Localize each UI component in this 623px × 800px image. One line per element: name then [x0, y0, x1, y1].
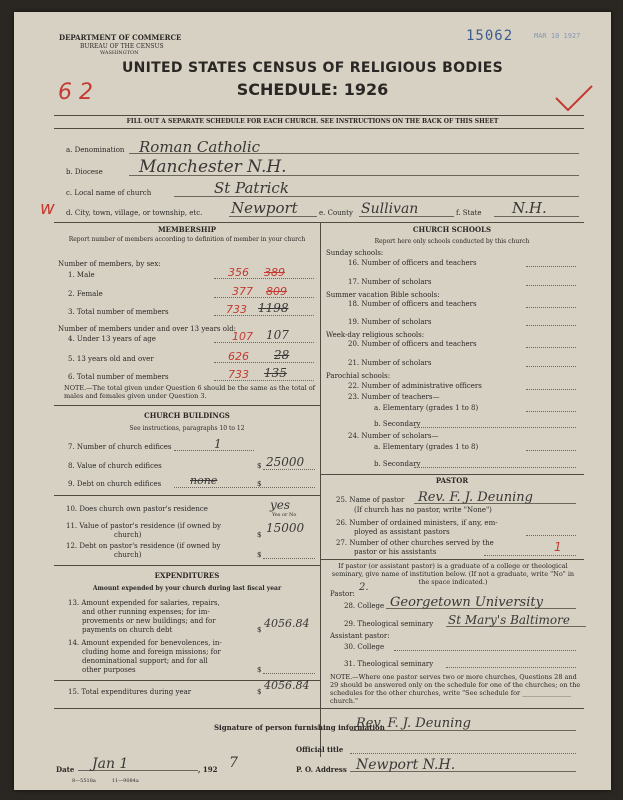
received-stamp: MAR 10 1927 [534, 32, 581, 40]
expenditures-sub: Amount expended by your church during last fiscal year [92, 585, 282, 592]
q6-value: 733 [228, 368, 249, 381]
q2-label: 2. Female [68, 290, 103, 298]
q11-label-a: 11. Value of pastor's residence (if owned by [66, 522, 221, 530]
schools-title: CHURCH SCHOOLS [412, 225, 492, 234]
denomination-label: a. Denomination [66, 146, 125, 154]
diocese-value: Manchester N.H. [139, 157, 287, 177]
q15-dollar: $ [257, 688, 262, 696]
q7-label: 7. Number of church edifices [68, 443, 172, 451]
q21-label: 21. Number of scholars [348, 359, 432, 367]
q14-line-2: cluding home and foreign missions; for [82, 648, 221, 656]
graduate-note: If pastor (or assistant pastor) is a graduate of a college or theological seminary, give name of institution below. (If not a graduate, write "No" in the space indicated.) [331, 562, 575, 586]
denomination-field[interactable] [129, 137, 579, 154]
q11-label-b: church) [114, 531, 142, 539]
q29-field[interactable] [446, 609, 586, 627]
q14-line-1: 14. Amount expended for benevolences, in- [68, 639, 222, 647]
date-field[interactable] [78, 753, 198, 771]
q15-value: 4056.84 [264, 679, 310, 692]
assistant-label: Assistant pastor: [330, 632, 390, 640]
signature-label: Signature of person furnishing information [214, 723, 385, 732]
q14-line-3: denominational support; and for all [82, 657, 208, 665]
q8-label: 8. Value of church edifices [68, 462, 162, 470]
q3-value: 733 [226, 303, 247, 316]
year-value: 7 [229, 755, 238, 771]
membership-note: NOTE.—The total given under Question 6 should be the same as the total of males and females given under Question 3. [64, 384, 316, 400]
q28-field[interactable] [386, 591, 576, 609]
state-label: f. State [456, 209, 482, 217]
red-pencil-mark: 6 2 [58, 80, 93, 105]
q25-label: 25. Name of pastor [336, 496, 405, 504]
q5-label: 5. 13 years old and over [68, 355, 154, 363]
pastor-sub-label: Pastor: [330, 590, 355, 598]
q30-label: 30. College [344, 643, 385, 651]
form-title: UNITED STATES CENSUS OF RELIGIOUS BODIES [121, 60, 504, 76]
column-divider [320, 222, 321, 757]
q14-line-4: other purposes [82, 666, 136, 674]
q4-label: 4. Under 13 years of age [68, 335, 156, 343]
city-field[interactable] [229, 198, 317, 217]
q19-label: 19. Number of scholars [348, 318, 432, 326]
q17-label: 17. Number of scholars [348, 278, 432, 286]
q24a-label: a. Elementary (grades 1 to 8) [374, 443, 479, 451]
q23b-label: b. Secondary [374, 420, 421, 428]
weekday-label: Week-day religious schools: [326, 331, 425, 339]
q28-label: 28. College [344, 602, 385, 610]
q14-dollar: $ [257, 666, 262, 674]
q9-value: none [190, 474, 218, 487]
q16-label: 16. Number of officers and teachers [348, 259, 477, 267]
city-name: WASHINGTON [100, 50, 139, 56]
q11-value: 15000 [266, 521, 305, 535]
q13-value: 4056.84 [264, 617, 310, 630]
membership-sub: Report number of members according to definition of member in your church [68, 236, 306, 243]
q27-label-a: 27. Number of other churches served by the [336, 539, 494, 547]
date-value: Jan 1 [92, 756, 129, 772]
q5-value: 626 [228, 350, 249, 363]
buildings-sub: See instructions, paragraphs 10 to 12 [129, 425, 245, 432]
q13-dollar: $ [257, 626, 262, 634]
q10-hint: Yes or No [272, 512, 297, 518]
q24-label: 24. Number of scholars— [348, 432, 439, 440]
buildings-title: CHURCH BUILDINGS [144, 411, 230, 420]
year-prefix: , 192 [198, 765, 218, 774]
church-name-label: c. Local name of church [66, 189, 152, 197]
q12-label-b: church) [114, 551, 142, 559]
diocese-field[interactable] [129, 157, 579, 176]
q31-label: 31. Theological seminary [344, 660, 434, 668]
q25-note: (If church has no pastor, write "None") [354, 506, 492, 514]
serial-number: 15062 [466, 28, 514, 44]
q22-label: 22. Number of administrative officers [348, 382, 482, 390]
po-address-label: P. O. Address [296, 765, 347, 774]
state-value: N.H. [512, 199, 547, 217]
po-address-field[interactable] [350, 754, 576, 772]
q7-value: 1 [214, 437, 222, 451]
q1-struck-value: 389 [264, 266, 285, 279]
pastor-title: PASTOR [435, 476, 469, 485]
q23a-label: a. Elementary (grades 1 to 8) [374, 404, 479, 412]
department-name: DEPARTMENT OF COMMERCE [59, 33, 182, 42]
expenditures-title: EXPENDITURES [154, 571, 220, 580]
q5-struck-value: 28 [274, 348, 290, 362]
sunday-label: Sunday schools: [326, 249, 384, 257]
print-codes: 8—5518a 11—9084a [72, 778, 139, 784]
q12-label-a: 12. Debt on pastor's residence (if owned by [66, 542, 221, 550]
pastor-sub-mark: 2. [359, 582, 369, 593]
pastor-name-field[interactable] [414, 486, 576, 504]
signature-field[interactable] [350, 712, 576, 731]
q9-label: 9. Debt on church edifices [68, 480, 162, 488]
q4-repeat-value: 107 [266, 328, 289, 342]
q6-struck-value: 135 [264, 366, 287, 380]
q11-dollar: $ [257, 531, 262, 539]
q10-value: yes [270, 498, 291, 512]
county-value: Sullivan [361, 201, 419, 217]
q3-label: 3. Total number of members [68, 308, 169, 316]
county-field[interactable] [359, 198, 454, 217]
q13-line-3: provements or new buildings; and for [82, 617, 216, 625]
church-name-value: St Patrick [214, 179, 289, 197]
q6-label: 6. Total number of members [68, 373, 169, 381]
red-w-mark: w [40, 198, 55, 219]
q27-label-b: pastor or his assistants [354, 548, 437, 556]
city-label: d. City, town, village, or township, etc. [66, 209, 203, 217]
q8-dollar: $ [257, 462, 262, 470]
q24b-label: b. Secondary [374, 460, 421, 468]
church-name-field[interactable] [174, 178, 579, 197]
schools-sub: Report here only schools conducted by this church [374, 238, 530, 245]
county-label: e. County [319, 209, 353, 217]
signature-value: Rev. F. J. Deuning [356, 716, 471, 731]
age-header: Number of members under and over 13 years old: [58, 325, 237, 333]
q13-line-4: payments on church debt [82, 626, 173, 634]
q29-value: St Mary's Baltimore [448, 613, 570, 627]
city-value: Newport [231, 199, 298, 217]
pastor-note: NOTE.—Where one pastor serves two or more churches, Questions 28 and 29 should be answered only on the schedule for one of the churches; on the schedules for the other churches, write "See schedule for _______________ church." [330, 673, 581, 705]
q29-label: 29. Theological seminary [344, 620, 434, 628]
q9-dollar: $ [257, 480, 262, 488]
denomination-value: Roman Catholic [139, 138, 261, 156]
q13-line-1: 13. Amount expended for salaries, repairs, [68, 599, 220, 607]
summer-label: Summer vacation Bible schools: [326, 291, 440, 299]
po-address-value: Newport N.H. [356, 757, 456, 773]
q4-value: 107 [232, 330, 253, 343]
q18-label: 18. Number of officers and teachers [348, 300, 477, 308]
q2-value: 377 [232, 285, 253, 298]
pastor-name-value: Rev. F. J. Deuning [418, 490, 533, 505]
q13-line-2: and other running expenses; for im- [82, 608, 210, 616]
membership-title: MEMBERSHIP [157, 225, 217, 234]
bureau-name: BUREAU OF THE CENSUS [80, 43, 164, 50]
by-sex-label: Number of members, by sex: [58, 260, 161, 268]
q26-label-a: 26. Number of ordained ministers, if any, em- [336, 519, 498, 527]
census-schedule-page [14, 12, 611, 790]
q1-label: 1. Male [68, 271, 95, 279]
q26-label-b: ployed as assistant pastors [354, 528, 450, 536]
state-field[interactable] [494, 198, 579, 217]
q1-value: 356 [228, 266, 249, 279]
q28-value: Georgetown University [390, 595, 543, 610]
q15-label: 15. Total expenditures during year [68, 688, 192, 696]
official-title-label: Official title [296, 745, 344, 754]
q10-label: 10. Does church own pastor's residence [66, 505, 208, 513]
q12-dollar: $ [257, 551, 262, 559]
q8-value: 25000 [266, 455, 305, 469]
q27-value: 1 [554, 540, 562, 554]
parochial-label: Parochial schools: [326, 372, 391, 380]
diocese-label: b. Diocese [66, 168, 103, 176]
instruction-line: FILL OUT A SEPARATE SCHEDULE FOR EACH CHURCH. SEE INSTRUCTIONS ON THE BACK OF THIS SHEET [126, 118, 499, 125]
q20-label: 20. Number of officers and teachers [348, 340, 477, 348]
q2-struck-value: 809 [266, 285, 287, 298]
q3-struck-value: 1198 [258, 301, 289, 315]
date-label: Date [56, 765, 75, 774]
q23-label: 23. Number of teachers— [348, 393, 440, 401]
schedule-year: SCHEDULE: 1926 [236, 80, 389, 99]
